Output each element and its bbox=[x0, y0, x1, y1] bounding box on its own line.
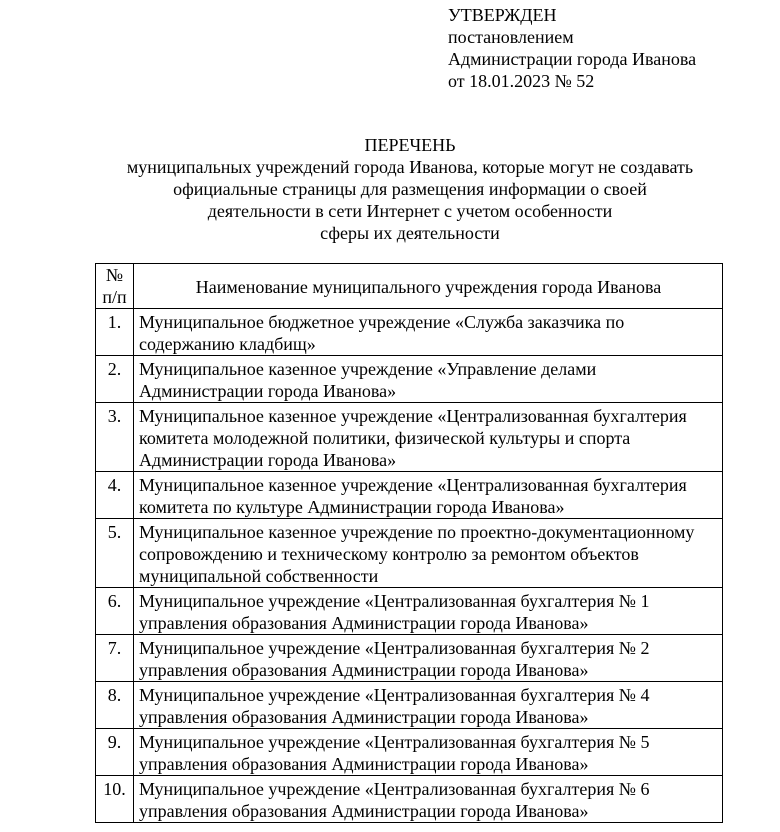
row-number: 10. bbox=[96, 776, 134, 823]
institution-name-line: Муниципальное казенное учреждение «Централизованная бухгалтерия bbox=[139, 475, 687, 495]
row-number: 3. bbox=[96, 403, 134, 472]
table-row bbox=[96, 519, 723, 588]
institution-name-line: муниципальной собственности bbox=[139, 566, 379, 586]
institution-name-line: управления образования Администрации города Иванова» bbox=[139, 660, 589, 680]
institution-name bbox=[134, 776, 723, 823]
row-number: 7. bbox=[96, 635, 134, 682]
table-row bbox=[96, 472, 723, 519]
title-line: деятельности в сети Интернет с учетом особенности bbox=[207, 201, 613, 221]
column-header-number bbox=[96, 264, 134, 309]
approval-line: постановлением bbox=[448, 27, 574, 47]
institution-name bbox=[134, 635, 723, 682]
institution-name-line: Администрации города Иванова» bbox=[139, 450, 397, 470]
institution-name-line: комитета молодежной политики, физической культуры и спорта bbox=[139, 428, 631, 448]
row-number: 2. bbox=[96, 356, 134, 403]
title-line: муниципальных учреждений города Иванова, которые могут не создавать bbox=[126, 157, 694, 177]
institution-name-line: Муниципальное учреждение «Централизованная бухгалтерия № 4 bbox=[139, 685, 650, 705]
institutions-table bbox=[95, 263, 723, 823]
row-number: 6. bbox=[96, 588, 134, 635]
institution-name-line: Муниципальное учреждение «Централизованная бухгалтерия № 2 bbox=[139, 638, 650, 658]
approval-date: от 18.01.2023 № 52 bbox=[448, 71, 595, 91]
table-row bbox=[96, 635, 723, 682]
institution-name-line: Муниципальное казенное учреждение по проектно-документационному bbox=[139, 522, 695, 542]
row-number: 8. bbox=[96, 682, 134, 729]
institution-name bbox=[134, 472, 723, 519]
approval-title: УТВЕРЖДЕН bbox=[448, 5, 557, 25]
row-number: 1. bbox=[96, 309, 134, 356]
approval-stamp bbox=[448, 4, 696, 92]
table-row bbox=[96, 776, 723, 823]
table-row bbox=[96, 309, 723, 356]
institution-name bbox=[134, 682, 723, 729]
institution-name-line: Муниципальное казенное учреждение «Управление делами bbox=[139, 359, 597, 379]
institution-name bbox=[134, 356, 723, 403]
institution-name-line: содержанию кладбищ» bbox=[139, 334, 316, 354]
institution-name-line: Муниципальное учреждение «Централизованная бухгалтерия № 5 bbox=[139, 732, 650, 752]
table-row bbox=[96, 682, 723, 729]
title-line: сферы их деятельности bbox=[320, 223, 500, 243]
institution-name-line: управления образования Администрации города Иванова» bbox=[139, 801, 589, 821]
title-heading: ПЕРЕЧЕНЬ bbox=[364, 135, 456, 155]
row-number: 9. bbox=[96, 729, 134, 776]
institution-name-line: управления образования Администрации города Иванова» bbox=[139, 613, 589, 633]
institution-name-line: Муниципальное учреждение «Централизованная бухгалтерия № 1 bbox=[139, 591, 650, 611]
row-number: 5. bbox=[96, 519, 134, 588]
column-header-name: Наименование муниципального учреждения города Иванова bbox=[134, 264, 723, 309]
institution-name bbox=[134, 309, 723, 356]
institution-name-line: Муниципальное казенное учреждение «Централизованная бухгалтерия bbox=[139, 406, 687, 426]
institution-name bbox=[134, 729, 723, 776]
institution-name-line: управления образования Администрации города Иванова» bbox=[139, 754, 589, 774]
institution-name-line: Администрации города Иванова» bbox=[139, 381, 397, 401]
table-header-row bbox=[96, 264, 723, 309]
institution-name bbox=[134, 588, 723, 635]
approval-line: Администрации города Иванова bbox=[448, 49, 697, 69]
document-title bbox=[0, 134, 780, 244]
institution-name-line: Муниципальное бюджетное учреждение «Служба заказчика по bbox=[139, 312, 625, 332]
institution-name bbox=[134, 403, 723, 472]
header-num-abbr: п/п bbox=[102, 287, 127, 307]
institution-name-line: сопровождению и техническому контролю за ремонтом объектов bbox=[139, 544, 639, 564]
institution-name-line: Муниципальное учреждение «Централизованная бухгалтерия № 6 bbox=[139, 779, 650, 799]
table-row bbox=[96, 729, 723, 776]
title-line: официальные страницы для размещения информации о своей bbox=[173, 179, 647, 199]
table-row bbox=[96, 588, 723, 635]
table-row bbox=[96, 403, 723, 472]
institution-name bbox=[134, 519, 723, 588]
institution-name-line: комитета по культуре Администрации города Иванова» bbox=[139, 497, 565, 517]
header-num-symbol: № bbox=[105, 265, 124, 285]
row-number: 4. bbox=[96, 472, 134, 519]
table-row bbox=[96, 356, 723, 403]
institution-name-line: управления образования Администрации города Иванова» bbox=[139, 707, 589, 727]
